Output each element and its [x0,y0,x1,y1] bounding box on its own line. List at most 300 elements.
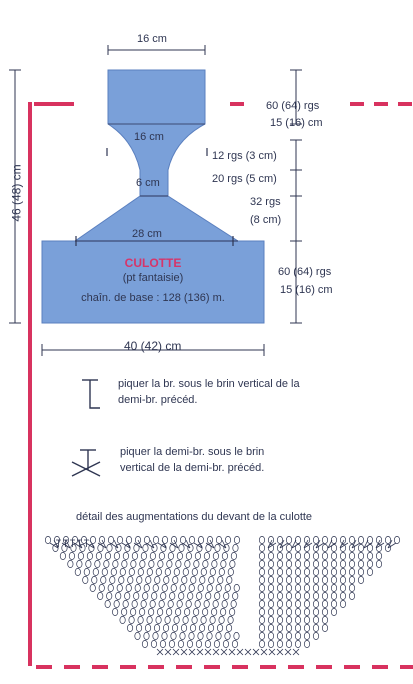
stitch-loop [331,608,336,615]
stitch-loop [286,576,291,583]
stitch-loop [119,576,124,583]
stitch-loop [224,592,229,599]
stitch-loop [184,608,189,615]
stitch-cross [293,649,299,655]
stitch-fan [182,540,190,548]
stitch-loop [166,608,171,615]
stitch-loop [114,600,119,607]
stitch-loop [286,600,291,607]
stitch-loop [376,560,381,567]
stitch-loop [268,608,273,615]
stitch-loop [259,600,264,607]
stitch-fan [194,540,202,548]
stitch-loop [268,592,273,599]
stitch-loop [167,560,172,567]
stitch-loop [322,552,327,559]
stitch-loop [331,584,336,591]
stitch-loop [232,640,237,647]
stitch-loop [180,584,185,591]
stitch-cross [157,649,163,655]
stitch-loop [268,576,273,583]
stitch-loop [268,600,273,607]
stitch-loop [183,616,188,623]
stitch-loop [178,640,183,647]
stitch-fan [158,540,166,548]
stitch-loop [155,576,160,583]
stitch-loop [196,640,201,647]
stitch-loop [137,576,142,583]
stitch-loop [225,584,230,591]
stitch-loop [90,584,95,591]
dim-bottom-width: 40 (42) cm [124,339,182,353]
stitch-loop [322,600,327,607]
stitch-loop [107,592,112,599]
stitch-loop [86,560,91,567]
stitch-loop [268,640,273,647]
stitch-fan [218,540,226,548]
stitch-loop [218,576,223,583]
stitch-loop [349,560,354,567]
stitch-loop [144,536,149,543]
stitch-loop [229,608,234,615]
stitch-loop [367,552,372,559]
stitch-loop [179,592,184,599]
stitch-loop [134,592,139,599]
stitch-loop [153,632,158,639]
stitch-loop [172,624,177,631]
stitch-loop [201,616,206,623]
stitch-loop [78,552,83,559]
stitch-loop [286,608,291,615]
stitch-loop [259,536,264,543]
stitch-loop [107,544,112,551]
stitch-loop [143,544,148,551]
stitch-loop [122,560,127,567]
dim-top-width: 16 cm [137,33,167,45]
stitch-loop [169,640,174,647]
stitch-loop [259,592,264,599]
dim-mid-rows-1: 32 rgs [250,196,281,208]
stitch-loop [295,584,300,591]
stitch-loop [376,552,381,559]
stitch-loop [159,552,164,559]
stitch-loop [211,608,216,615]
stitch-loop [179,544,184,551]
stitch-loop [313,536,318,543]
stitch-loop [259,616,264,623]
stitch-loop [268,552,273,559]
legend-item-1: piquer la br. sous le brin vertical de la demi-br. précéd. [118,378,300,406]
stitch-loop [304,592,309,599]
stitch-fan [328,540,336,548]
stitch-loop [304,552,309,559]
stitch-loop [105,552,110,559]
stitch-fan [280,540,288,548]
stitch-loop [225,536,230,543]
stitch-loop [259,632,264,639]
stitch-loop [313,600,318,607]
stitch-loop [189,632,194,639]
stitch-loop [188,592,193,599]
stitch-loop [144,584,149,591]
stitch-cross [173,649,179,655]
stitch-loop [268,568,273,575]
stitch-loop [259,608,264,615]
stitch-loop [131,560,136,567]
stitch-loop [192,568,197,575]
stitch-loop [277,600,282,607]
stitch-loop [114,552,119,559]
stitch-loop [277,640,282,647]
stitch-loop [138,568,143,575]
stitch-fan [86,540,94,548]
stitch-loop [186,552,191,559]
stitch-loop [180,632,185,639]
stitch-loop [286,568,291,575]
stitch-loop [135,584,140,591]
stitch-loop [358,544,363,551]
stitch-loop [141,600,146,607]
stitch-loop [349,552,354,559]
stitch-loop [210,616,215,623]
stitch-loop [277,552,282,559]
pattern-base-chain: chaîn. de base : 128 (136) m. [81,292,225,304]
stitch-loop [108,536,113,543]
stitch-loop [286,544,291,551]
stitch-loop [206,592,211,599]
stitch-loop [99,584,104,591]
stitch-loop [227,576,232,583]
stitch-loop [175,608,180,615]
stitch-loop [295,608,300,615]
stitch-loop [358,552,363,559]
stitch-loop [268,584,273,591]
stitch-fan [146,540,154,548]
stitch-loop [139,608,144,615]
stitch-loop [197,592,202,599]
stitch-loop [349,576,354,583]
stitch-loop [295,560,300,567]
stitch-loop [69,552,74,559]
stitch-loop [168,552,173,559]
stitch-loop [223,640,228,647]
stitch-loop [295,592,300,599]
stitch-loop [126,584,131,591]
stitch-loop [358,536,363,543]
stitch-cross [213,649,219,655]
stitch-loop [349,584,354,591]
stitch-loop [186,600,191,607]
stitch-fan [352,540,360,548]
stitch-loop [331,560,336,567]
stitch-loop [215,544,220,551]
stitch-loop [96,552,101,559]
stitch-loop [340,568,345,575]
stitch-loop [171,632,176,639]
stitch-loop [295,600,300,607]
stitch-loop [277,624,282,631]
stitch-loop [259,568,264,575]
stitch-loop [222,600,227,607]
stitch-loop [259,552,264,559]
stitch-loop [286,640,291,647]
legend-item-2: piquer la demi-br. sous le brin vertical de la demi-br. précéd. [120,446,265,474]
stitch-cross [181,649,187,655]
stitch-loop [322,584,327,591]
stitch-loop [259,544,264,551]
stitch-loop [277,576,282,583]
stitch-loop [228,568,233,575]
stitch-loop [152,592,157,599]
dim-narrow-rows-1: 12 rgs (3 cm) [212,150,277,162]
stitch-loop [225,632,230,639]
stitch-loop [207,632,212,639]
stitch-loop [75,568,80,575]
stitch-loop [304,560,309,567]
stitch-loop [174,616,179,623]
stitch-loop [322,568,327,575]
stitch-loop [219,568,224,575]
stitch-loop [163,624,168,631]
stitch-loop [153,584,158,591]
stitch-loop [234,632,239,639]
stitch-loop [138,616,143,623]
stitch-loop [313,632,318,639]
stitch-loop [181,624,186,631]
stitch-loop [132,600,137,607]
stitch-loop [125,592,130,599]
stitch-loop [331,552,336,559]
stitch-loop [104,560,109,567]
stitch-fan [388,540,396,548]
stitch-loop [209,576,214,583]
stitch-loop [173,576,178,583]
stitch-loop [147,568,152,575]
dim-narrow-width: 6 cm [136,177,160,189]
stitch-loop [233,592,238,599]
stitch-loop [198,632,203,639]
stitch-loop [159,600,164,607]
stitch-loop [195,552,200,559]
stitch-loop [157,608,162,615]
stitch-loop [185,560,190,567]
stitch-loop [331,592,336,599]
stitch-loop [148,608,153,615]
stitch-loop [286,616,291,623]
stitch-loop [145,624,150,631]
stitch-loop [203,560,208,567]
stitch-loop [180,536,185,543]
stitch-loop [313,576,318,583]
stitch-loop [340,584,345,591]
stitch-loop [340,576,345,583]
stitch-loop [358,576,363,583]
stitch-loop [259,624,264,631]
stitch-loop [367,536,372,543]
dim-top-rows-1: 60 (64) rgs [266,100,320,112]
stitch-loop [177,600,182,607]
stitch-loop [259,640,264,647]
stitch-loop [162,584,167,591]
stitch-loop [160,640,165,647]
stitch-loop [68,560,73,567]
stitch-cross [229,649,235,655]
stitch-loop [295,624,300,631]
stitch-loop [210,568,215,575]
stitch-loop [45,536,50,543]
stitch-loop [228,616,233,623]
stitch-loop [102,568,107,575]
stitch-loop [84,568,89,575]
stitch-loop [304,640,309,647]
stitch-loop [304,608,309,615]
stitch-loop [95,560,100,567]
stitch-loop [286,592,291,599]
stitch-loop [340,592,345,599]
stitch-loop [367,568,372,575]
stitch-loop [277,616,282,623]
stitch-loop [286,560,291,567]
stitch-loop [189,584,194,591]
stitch-loop [268,624,273,631]
stitch-loop [98,592,103,599]
dim-bottom-rows-1: 60 (64) rgs [278,266,332,278]
stitch-loop [349,536,354,543]
stitch-loop [231,552,236,559]
stitch-loop [165,568,170,575]
stitch-loop [331,568,336,575]
stitch-loop [313,552,318,559]
stitch-fan [292,540,300,548]
stitch-loop [120,616,125,623]
stitch-loop [385,536,390,543]
stitch-loop [295,616,300,623]
stitch-loop [259,560,264,567]
pattern-stitch: (pt fantaisie) [122,272,184,284]
stitch-loop [367,560,372,567]
stitch-loop [198,584,203,591]
stitch-loop [217,624,222,631]
stitch-loop [71,544,76,551]
stitch-loop [322,616,327,623]
stitch-loop [331,600,336,607]
stitch-loop [130,608,135,615]
stitch-fan [74,540,82,548]
stitch-loop [349,568,354,575]
stitch-loop [295,640,300,647]
stitch-loop [216,584,221,591]
stitch-cross [189,649,195,655]
stitch-cross [285,649,291,655]
stitch-loop [191,576,196,583]
stitch-loop [143,592,148,599]
stitch-loop [259,576,264,583]
stitch-loop [164,576,169,583]
stitch-loop [193,608,198,615]
stitch-loop [144,632,149,639]
stitch-loop [158,560,163,567]
stitch-loop [313,584,318,591]
stitch-loop [295,576,300,583]
stitch-loop [141,552,146,559]
stitch-cross [245,649,251,655]
stitch-loop [295,632,300,639]
stitch-loop [214,640,219,647]
stitch-cross [237,649,243,655]
stitch-cross [205,649,211,655]
stitch-loop [313,616,318,623]
stitch-loop [207,584,212,591]
stitch-loop [304,600,309,607]
stitch-loop [322,624,327,631]
stitch-loop [220,608,225,615]
stitch-loop [304,576,309,583]
stitch-loop [313,560,318,567]
dim-mid-rows-2: (8 cm) [250,214,282,226]
stitch-cross [261,649,267,655]
stitch-loop [135,632,140,639]
stitch-loop [110,576,115,583]
stitch-loop [286,552,291,559]
stitch-loop [358,560,363,567]
stitch-loop [205,640,210,647]
dim-upper-width: 16 cm [134,131,164,143]
stitch-loop [286,536,291,543]
stitch-loop [234,584,239,591]
stitch-loop [340,552,345,559]
stitch-loop [177,552,182,559]
stitch-fan [316,540,324,548]
stitch-loop [105,600,110,607]
stitch-fan [50,540,58,548]
stitch-loop [277,584,282,591]
stitch-loop [295,552,300,559]
stitch-loop [83,576,88,583]
stitch-loop [212,560,217,567]
stitch-loop [304,624,309,631]
stitch-cross [277,649,283,655]
stitch-loop [313,624,318,631]
stitch-loop [127,624,132,631]
stitch-loop [129,568,134,575]
stitch-loop [230,560,235,567]
stitch-loop [189,536,194,543]
stitch-loop [111,568,116,575]
stitch-loop [322,608,327,615]
stitch-fan [364,540,372,548]
stitch-loop [221,560,226,567]
stitch-loop [112,608,117,615]
stitch-fan [122,540,130,548]
stitch-loop [123,600,128,607]
stitch-loop [313,608,318,615]
stitch-loop [277,536,282,543]
stitch-fan [110,540,118,548]
stitch-loop [204,600,209,607]
stitch-loop [213,600,218,607]
stitch-loop [190,624,195,631]
stitch-loop [216,536,221,543]
stitch-loop [295,536,300,543]
stitch-loop [304,632,309,639]
stitch-loop [277,568,282,575]
stitch-loop [286,624,291,631]
stitch-loop [183,568,188,575]
stitch-loop [304,616,309,623]
stitch-cross [269,649,275,655]
stitch-loop [150,600,155,607]
stitch-loop [156,616,161,623]
